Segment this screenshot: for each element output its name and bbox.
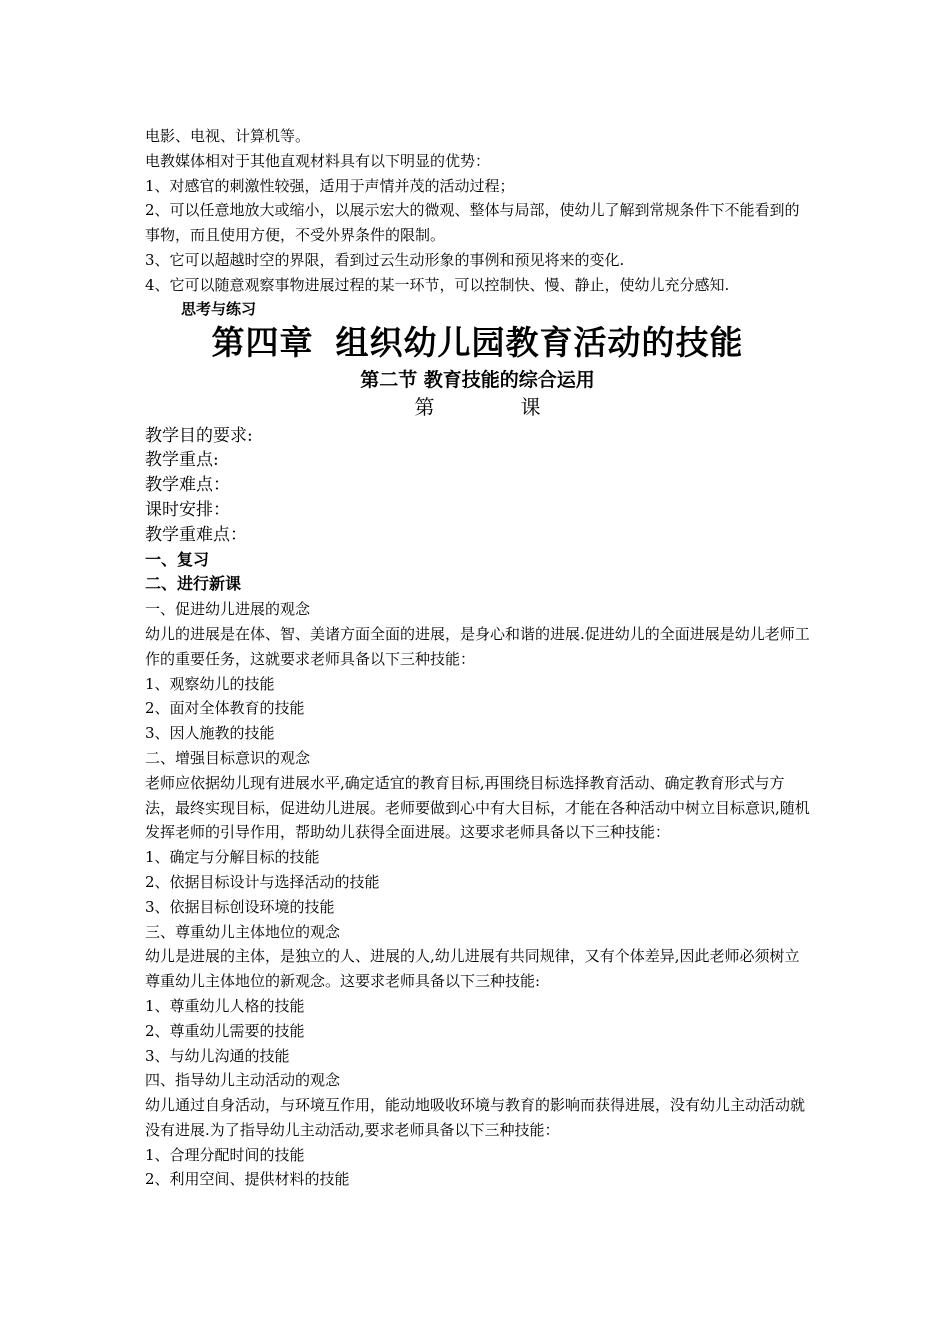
body-line: 1、观察幼儿的技能	[145, 674, 275, 693]
body-line: 幼儿是进展的主体，是独立的人、进展的人,幼儿进展有共同规律，又有个体差异,因此老师必须树立尊重幼儿主体地位的新观念。这要求老师具备以下三种技能:	[145, 947, 800, 991]
lesson-line	[145, 394, 810, 420]
body-line: 3、依据目标创设环境的技能	[145, 897, 335, 916]
meta-field: 教学目的要求:	[145, 425, 253, 446]
body-line: 1、合理分配时间的技能	[145, 1145, 305, 1164]
exercise-heading: 思考与练习	[181, 299, 257, 318]
intro-line: 4、它可以随意观察事物进展过程的某一环节，可以控制快、慢、静止，使幼儿充分感知.	[145, 275, 730, 294]
body-line: 2、利用空间、提供材料的技能	[145, 1170, 350, 1189]
body-line: 一、促进幼儿进展的观念	[145, 600, 311, 619]
intro-line: 2、可以任意地放大或缩小，以展示宏大的微观、整体与局部，使幼儿了解到常规条件下不能看到的事物，而且使用方便，不受外界条件的限制。	[145, 201, 800, 245]
meta-field: 教学难点：	[145, 475, 230, 496]
section-title: 第二节 教育技能的综合运用	[360, 368, 595, 391]
meta-field: 教学重点:	[145, 450, 219, 471]
body-line: 三、尊重幼儿主体地位的观念	[145, 922, 341, 941]
lesson-right: 课	[520, 394, 541, 419]
body-line: 幼儿的进展是在体、智、美诸方面全面的进展，是身心和谐的进展.促进幼儿的全面进展是幼儿老师工作的重要任务，这就要求老师具备以下三种技能：	[145, 624, 810, 668]
body-line: 四、指导幼儿主动活动的观念	[145, 1071, 341, 1090]
review-heading: 一、复习	[145, 549, 210, 569]
chapter-title	[145, 320, 810, 366]
body-line: 2、尊重幼儿需要的技能	[145, 1021, 305, 1040]
intro-line: 3、它可以超越时空的界限，看到过云生动形象的事例和预见将来的变化.	[145, 250, 625, 269]
body-line: 3、因人施教的技能	[145, 724, 275, 743]
body-line: 1、尊重幼儿人格的技能	[145, 996, 305, 1015]
lesson-left: 第	[414, 394, 435, 419]
intro-line: 1、对感官的刺激性较强，适用于声情并茂的活动过程；	[145, 176, 515, 195]
body-line: 二、增强目标意识的观念	[145, 748, 311, 767]
chapter-number: 第四章	[211, 322, 314, 362]
meta-field: 教学重难点：	[145, 524, 247, 545]
new-lesson-heading: 二、进行新课	[145, 574, 242, 594]
meta-field: 课时安排：	[145, 499, 230, 520]
document-page	[145, 124, 810, 1192]
intro-line: 电影、电视、计算机等。	[145, 127, 311, 145]
body-line: 2、依据目标设计与选择活动的技能	[145, 872, 380, 891]
body-line: 3、与幼儿沟通的技能	[145, 1046, 290, 1065]
body-line: 2、面对全体教育的技能	[145, 699, 305, 718]
body-line: 幼儿通过自身活动，与环境互作用，能动地吸收环境与教育的影响而获得进展，没有幼儿主动活动就没有进展.为了指导幼儿主动活动,要求老师具备以下三种技能：	[145, 1096, 806, 1139]
intro-line: 电教媒体相对于其他直观材料具有以下明显的优势：	[145, 151, 491, 170]
body-line: 1、确定与分解目标的技能	[145, 848, 320, 867]
chapter-name: 组织幼儿园教育活动的技能	[335, 322, 744, 362]
body-line: 老师应依据幼儿现有进展水平,确定适宜的教育目标,再围绕目标选择教育活动、确定教育形式与方法，最终实现目标，促进幼儿进展。老师要做到心中有大目标，才能在各种活动中树立目标意识,随机发挥老师的引导作用，帮助幼儿获得全面进展。这要求老师具备以下三种技能：	[145, 773, 810, 842]
